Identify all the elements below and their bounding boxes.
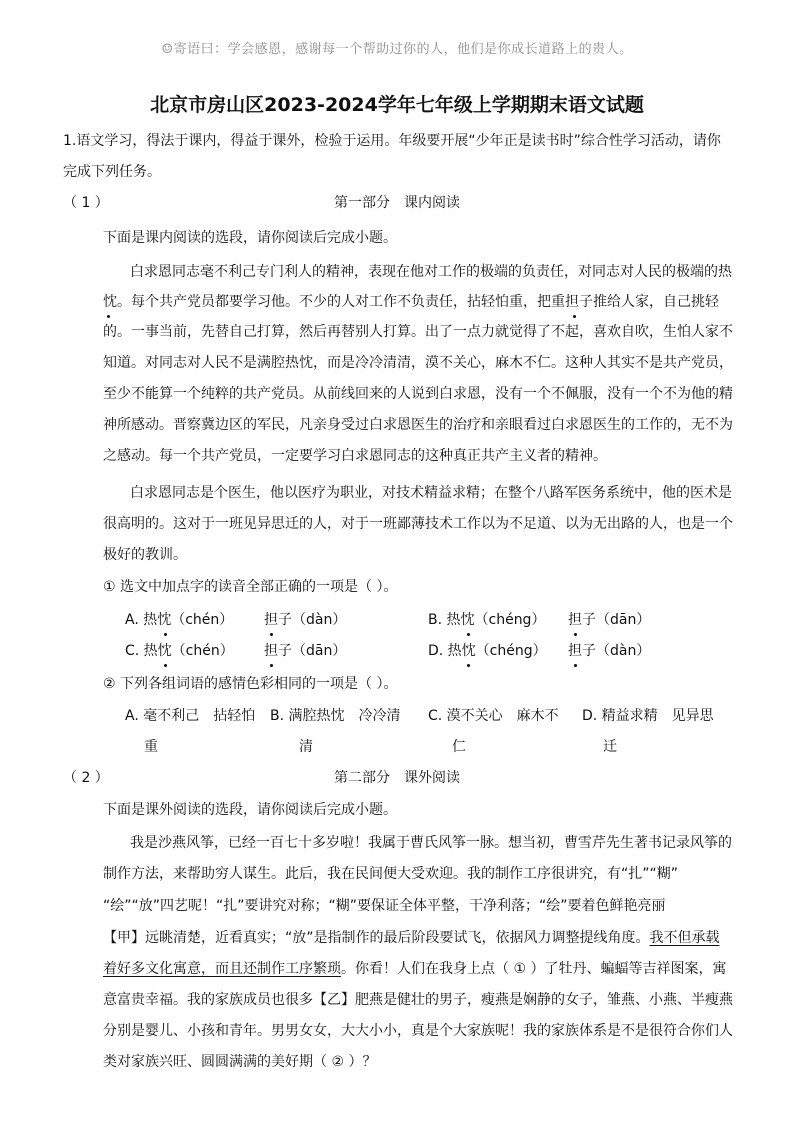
underlined-sentence: 我不但承载: [649, 930, 720, 946]
passage1-line: 之感动。每一个共产党员，一定要学习白求恩同志的这种真正共产主义者的精神。: [103, 448, 607, 464]
part1-heading: 第一部分 课内阅读: [334, 195, 460, 211]
emphasis-dot: [270, 633, 273, 636]
passage3-text: 。你看！人们在我身上点（ ① ）了牡丹、蝙蝠等吉祥图案，寓: [341, 961, 727, 977]
option-c[interactable]: C. 热忱（chén）: [125, 643, 234, 659]
passage1-line: 神所感动。晋察冀边区的军民，凡亲身受过白求恩医生的治疗和亲眼看过白求恩医生的工作的，无不为: [103, 417, 733, 433]
underlined-sentence: 着好多文化寓意，而且还制作工序繁琐: [103, 961, 341, 977]
option-b[interactable]: B. 热忱（chéng）: [428, 612, 546, 628]
emphasis-dot: [164, 633, 167, 636]
option-c[interactable]: C. 漠不关心 麻木不: [428, 708, 559, 724]
option-b-second: 担子（dān）: [568, 612, 651, 628]
passage3-text: 【甲】远眺清楚，近看真实；“放”是指制作的最后阶段要试飞，依据风力调整提线角度。: [103, 930, 650, 946]
page-title: 北京市房山区2023-2024学年七年级上学期期末语文试题: [150, 94, 644, 116]
emphasis-dot: [573, 315, 576, 318]
passage1-line: 忱。每个共产党员都要学习他。不少的人对工作不负责任，拈轻怕重，把重担子推给人家，自己挑轻: [103, 294, 719, 310]
passage3-line: “绘”“放”四艺呢！“扎”要讲究对称；“糊”要保证全体平整，干净利落；“绘”要着色鲜艳亮丽: [103, 898, 666, 914]
passage3-line: [103, 928, 720, 948]
part1-number: （ 1 ）: [63, 195, 109, 211]
passage3-line: 类对家族兴旺、圆圆满满的美好期（ ② ）？: [103, 1054, 377, 1070]
passage3-line: 我是沙燕风筝，已经一百七十多岁啦！我属于曹氏风筝一脉。想当初，曹雪芹先生著书记录风筝的: [130, 835, 732, 851]
part1-instruction: 下面是课内阅读的选段，请你阅读后完成小题。: [103, 230, 397, 246]
passage1-line: 的。一事当前，先替自己打算，然后再替别人打算。出了一点力就觉得了不起，喜欢自吹，生怕人家不: [103, 324, 733, 340]
option-c-wrap: 仁: [452, 739, 466, 755]
option-d[interactable]: D. 热忱（chéng）: [428, 643, 547, 659]
header-motto: ☺寄语曰：学会感恩，感谢每一个帮助过你的人，他们是你成长道路上的贵人。: [161, 42, 633, 57]
passage1-line: 至少不能算一个纯粹的共产党员。从前线回来的人说到白求恩，没有一个不佩服，没有一个不为他的精: [103, 386, 733, 402]
question-intro: 1.语文学习，得法于课内，得益于课外，检验于运用。年级要开展“少年正是读书时”综合性学习活动，请你: [63, 133, 721, 149]
emphasis-dot: [467, 664, 470, 667]
option-d[interactable]: D. 精益求精 见异思: [582, 708, 714, 724]
option-d-wrap: 迁: [603, 739, 617, 755]
passage3-line: [103, 959, 726, 979]
passage3-line: 意富贵幸福。我的家族成员也很多【乙】肥燕是健壮的男子，瘦燕是娴静的女子，雏燕、小燕、半瘦燕: [103, 992, 733, 1008]
option-b-wrap: 清: [299, 739, 313, 755]
option-c-second: 担子（dān）: [264, 643, 347, 659]
option-a[interactable]: A. 热忱（chén）: [125, 612, 234, 628]
emphasis-dot: [270, 664, 273, 667]
passage1-line: 白求恩同志毫不利己专门利人的精神，表现在他对工作的极端的负责任，对同志对人民的极端的热: [130, 264, 732, 280]
passage2-line: 很高明的。这对于一班见异思迁的人，对于一班鄙薄技术工作以为不足道、以为无出路的人，也是一个: [103, 516, 733, 532]
emphasis-dot: [164, 664, 167, 667]
emphasis-dot: [107, 315, 110, 318]
passage3-line: 制作方法，来帮助穷人谋生。此后，我在民间便大受欢迎。我的制作工序很讲究，有“扎”“糊”: [103, 866, 679, 882]
option-d-second: 担子（dàn）: [568, 643, 651, 659]
passage2-line: 白求恩同志是个医生，他以医疗为职业，对技术精益求精；在整个八路军医务系统中，他的医术是: [130, 485, 732, 501]
passage2-line: 极好的教训。: [103, 547, 187, 563]
option-a-second: 担子（dàn）: [264, 612, 347, 628]
part2-heading: 第二部分 课外阅读: [334, 770, 460, 786]
subquestion1-stem: ① 选文中加点字的读音全部正确的一项是（ ）。: [103, 579, 398, 595]
emphasis-dot: [574, 633, 577, 636]
passage3-line: 分别是婴儿、小孩和青年。男男女女，大大小小，真是个大家族呢！我的家族体系是不是很符合你们人: [103, 1023, 733, 1039]
emphasis-dot: [467, 633, 470, 636]
emphasis-dot: [574, 664, 577, 667]
option-b[interactable]: B. 满腔热忱 冷冷清: [270, 708, 401, 724]
question-intro-cont: 完成下列任务。: [63, 164, 161, 180]
part2-instruction: 下面是课外阅读的选段，请你阅读后完成小题。: [103, 802, 397, 818]
passage1-line: 知道。对同志对人民不是满腔热忱，而是冷冷清清，漠不关心，麻木不仁。这种人其实不是共产党员，: [103, 355, 733, 371]
subquestion2-stem: ② 下列各组词语的感情色彩相同的一项是（ ）。: [103, 676, 398, 692]
option-a[interactable]: A. 毫不利己 拈轻怕: [125, 708, 256, 724]
option-a-wrap: 重: [144, 739, 158, 755]
part2-number: （ 2 ）: [63, 770, 109, 786]
